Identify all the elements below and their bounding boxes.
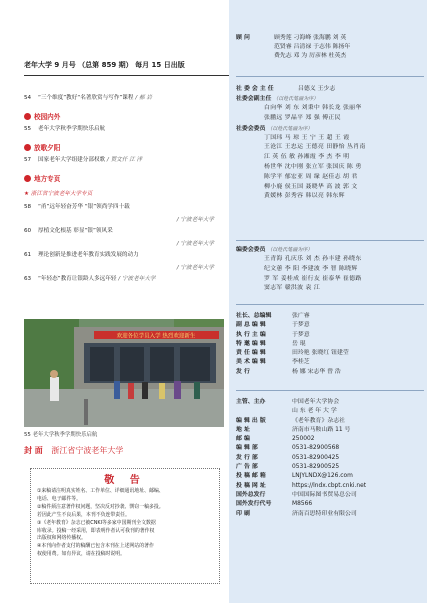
bullet-icon [24, 175, 31, 182]
council-member-role: 社委会委员 [236, 125, 266, 132]
notice-title: 敬 告 [104, 475, 146, 486]
publication-info-block [236, 398, 424, 519]
staff-row [236, 331, 424, 340]
names-line: 王沧江 王忠运 王德亮 田静怡 丛肖南 [264, 144, 366, 151]
divider [236, 76, 424, 77]
pub-label: 投 稿 网 址 [236, 482, 266, 489]
issue-header: 老年大学 9 月号 （总第 859 期） 每月 15 日出版 [24, 61, 185, 69]
notice-line: ②稿件须注意著作权问题，坚决反对抄袭、剽窃一稿多投。 [37, 503, 164, 510]
notice-line: ①来稿请注明真实姓名、工作单位、详细通讯地址、邮编、 [37, 488, 164, 494]
staff-name: 杨 娜 宋志华 曾 浩 [292, 368, 341, 375]
staff-role: 美 术 编 辑 [236, 359, 266, 366]
staff-row [236, 368, 424, 377]
staff-row [236, 349, 424, 358]
article-author: / 宁波老年大学 [176, 217, 214, 223]
notice-line: 若因此产生不良后果，本刊不负连带责任。 [37, 511, 130, 518]
pub-label: 编 辑 部 [236, 445, 258, 452]
photo-caption: 55 老年大学秋季学期快乐启航 [24, 432, 98, 438]
pub-value: 中国国际图书贸易总公司 [292, 491, 357, 498]
article-author: / 宁波老年大学 [176, 241, 214, 247]
editorial-board-block [236, 246, 424, 294]
pub-label: 印 刷 [236, 510, 250, 517]
article-title: 老年大学秋季学期快乐启航 [38, 126, 106, 132]
pub-row [236, 435, 424, 444]
pub-value: 中国老年大学协会 [292, 399, 340, 405]
staff-block [236, 312, 424, 377]
pub-value: 济南百思特印业有限公司 [292, 510, 357, 517]
council-block [236, 85, 424, 202]
notice-line: ③《老年教育》杂志已被CNKI等多家中国期刊全文数据 [37, 519, 156, 526]
names-line: 江 英 伍 敏 孙湘霞 李 杰 李 明 [264, 154, 350, 161]
toc-item[interactable] [24, 204, 224, 211]
article-author: / 宁波老年大学 [118, 276, 156, 282]
toc-item[interactable] [24, 252, 224, 259]
pub-value: 济南市马鞍山路 11 号 [292, 426, 351, 433]
campus-photo[interactable] [24, 319, 224, 427]
section-label: 地方专页 [34, 175, 61, 183]
toc-item[interactable] [24, 228, 224, 235]
order-note: （以姓氏笔画为序） [273, 96, 319, 102]
pub-row [236, 444, 424, 453]
pub-label: 邮 编 [236, 436, 250, 443]
bullet-icon [24, 144, 31, 151]
names-line: 陈学平 郁宏亚 周 缘 赵佳志 胡 君 [264, 173, 358, 180]
toc-item[interactable] [24, 157, 224, 164]
council-vice-row [236, 95, 424, 104]
article-author: / 贾文仟 江 洋 [106, 157, 143, 163]
editorial-row [236, 246, 424, 255]
pub-label: 发 行 部 [236, 454, 258, 461]
page-number: 63 [24, 276, 32, 282]
article-author: / 郝 岩 [135, 95, 152, 101]
pub-row [236, 500, 424, 509]
toc-item[interactable] [24, 95, 224, 102]
pub-row[interactable] [236, 472, 424, 481]
notice-line: 电话、电子邮件等。 [37, 495, 82, 502]
article-title: 理论创新是推进老年教育实践发展的动力 [38, 252, 139, 258]
entrance-banner: 欢迎各位学员入学 热烈欢迎新生 [116, 333, 196, 340]
subtitle-text: 浙江省宁波老年大学专页 [30, 191, 93, 197]
staff-role: 社长、总编辑 [236, 313, 272, 319]
pub-row [236, 463, 424, 472]
pub-label: 国外总发行 [236, 491, 266, 498]
advisors-row [236, 34, 424, 43]
pub-value: 山 东 老 年 大 学 [292, 408, 337, 415]
advisor-role: 顾 问 [236, 35, 250, 41]
pub-label: 主管、主办 [236, 399, 266, 405]
pub-row [236, 417, 424, 426]
names-line: 丁国玮 马 琼 王 宁 王 超 王 霞 [264, 134, 350, 141]
pub-value: 250002 [292, 436, 315, 443]
staff-row [236, 358, 424, 367]
notice-box [30, 468, 220, 584]
notice-line: ④本刊向作者支付的稿酬已包含本刊在上述网站的著作 [37, 543, 154, 550]
staff-role: 副 总 编 辑 [236, 322, 266, 329]
staff-row [236, 312, 424, 321]
pub-row [236, 426, 424, 435]
divider [236, 304, 424, 305]
article-title: “甬”远年轻奋芳华 “银”领尚学四十载 [38, 204, 130, 210]
page-number: 58 [24, 204, 32, 210]
section-heading-local [24, 173, 224, 183]
names-line: 张鹏远 罗晶平 郑 强 傅正民 [264, 114, 341, 121]
names-line: 白向华 刘 东 刘秉中 韩长龙 张丽华 [264, 105, 362, 111]
pub-label: 地 址 [236, 426, 250, 433]
names-line: 柳小鹿 侯玉国 聂晓华 高 波 郭 文 [264, 183, 358, 190]
pub-label: 国外发行代号 [236, 501, 272, 508]
staff-name: 田玲艳 张晓红 钮建莹 [292, 350, 349, 357]
staff-name: 岳 琨 [292, 340, 306, 347]
table-of-contents [24, 91, 224, 283]
cover-credit [24, 445, 123, 456]
advisors-block [236, 34, 424, 61]
pub-row [236, 454, 424, 463]
section-heading-campus [24, 111, 224, 121]
names-line: 窦志军 赣洪波 袁 江 [264, 285, 321, 292]
names-line: 纪文蕙 李 阳 李建波 李 智 陈晓辉 [264, 265, 358, 272]
staff-name: 张广睿 [292, 313, 310, 319]
section-label: 放歌夕阳 [34, 144, 61, 152]
names-line: 杨世华 沈中刚 张立军 张国庆 陈 勇 [264, 163, 362, 170]
article-title: 国家老年大学组建分部权歌 [38, 157, 106, 163]
article-title: “年轻态”教育让银龄人多远年轻 [38, 276, 117, 282]
pub-row [236, 491, 424, 500]
cover-title: 浙江省宁波老年大学 [51, 446, 124, 455]
staff-role: 执 行 主 编 [236, 331, 266, 338]
staff-name: 于梦意 [292, 331, 310, 338]
names-line: 罗 军 姜桂成 崔行友 崔泰华 崔德路 [264, 275, 362, 282]
staff-role: 发 行 [236, 368, 250, 375]
pub-row [236, 398, 424, 407]
section-heading-sunset [24, 142, 224, 152]
staff-name: 于梦意 [292, 322, 310, 329]
page-number: 54 [24, 95, 32, 101]
pub-value: 《老年教育》杂志社 [292, 417, 346, 424]
local-special-subtitle [24, 189, 224, 197]
submission-email[interactable]: LNJYLNDX@126.com [292, 473, 353, 480]
order-note: （以姓氏笔画为序） [267, 247, 313, 253]
advisor-names: 费先志 邓 为 厉彦林 杜英杰 [274, 53, 347, 59]
names-line: 黄媛林 彭秀容 韩以亮 韩东辉 [264, 193, 345, 200]
pub-row [236, 510, 424, 519]
pub-row[interactable] [236, 482, 424, 491]
pub-row [236, 407, 424, 416]
advisor-names: 范贤睿 吕清禄 于志伟 陈扬年 [274, 44, 351, 50]
header-rule [24, 75, 229, 76]
notice-line: 权使用费。如有异议，请在投稿时说明。 [37, 551, 126, 558]
order-note: （以姓氏笔画为序） [267, 125, 313, 132]
article-author: / 宁波老年大学 [176, 265, 214, 271]
council-chair-row [236, 85, 424, 94]
pub-label: 投 稿 邮 箱 [236, 473, 266, 480]
pub-value: 0531-82900525 [292, 464, 340, 471]
pub-label: 编 辑 出 版 [236, 417, 266, 424]
staff-row [236, 340, 424, 349]
council-member-row [236, 125, 424, 134]
council-chair-role: 社 委 会 主 任 [236, 86, 274, 92]
divider [236, 390, 424, 391]
toc-item[interactable] [24, 276, 224, 283]
article-title: “三个维度”教好“名著欣赏与写作”课程 [38, 95, 134, 101]
page-number: 61 [24, 252, 32, 258]
council-chair-names: 吕德义 王少志 [298, 86, 336, 92]
names-line: 王青海 孔庆乐 刘 杰 孙丰建 孙晓东 [264, 256, 362, 262]
page-number: 60 [24, 228, 32, 234]
notice-line: 出版权和网络传播权。 [37, 535, 86, 542]
pub-value: M8566 [292, 501, 313, 508]
notice-line: 库收录。投稿一经采用，即表明作者认可我刊的著作权 [37, 527, 155, 534]
pub-value: 0531-82900568 [292, 445, 340, 452]
star-icon: ★ [24, 191, 30, 197]
staff-name: 李桂芝 [292, 359, 310, 366]
cover-label: 封 面 [24, 446, 43, 455]
section-label: 校园内外 [34, 113, 61, 121]
toc-item[interactable] [24, 126, 224, 133]
page-number: 57 [24, 157, 32, 163]
editorial-role: 编委会委员 [236, 247, 266, 253]
advisor-names: 顾秀莲 刁海峰 张海鹏 刘 英 [274, 35, 347, 41]
page-number: 55 [24, 126, 32, 132]
campus-entrance-image [24, 319, 224, 427]
submission-url[interactable]: https://lndx.cbpt.cnki.net [292, 482, 367, 489]
bullet-icon [24, 113, 31, 120]
staff-row [236, 321, 424, 330]
divider [236, 240, 424, 241]
staff-role: 特 邀 编 辑 [236, 340, 266, 347]
pub-value: 0531-82900425 [292, 454, 340, 461]
pub-label: 广 告 部 [236, 464, 258, 471]
notice-body [31, 486, 219, 559]
council-vice-role: 社委会副主任 [236, 96, 272, 102]
article-title: 厚植文化根基 彰显“银”领风采 [38, 228, 113, 234]
staff-role: 责 任 编 辑 [236, 350, 266, 357]
